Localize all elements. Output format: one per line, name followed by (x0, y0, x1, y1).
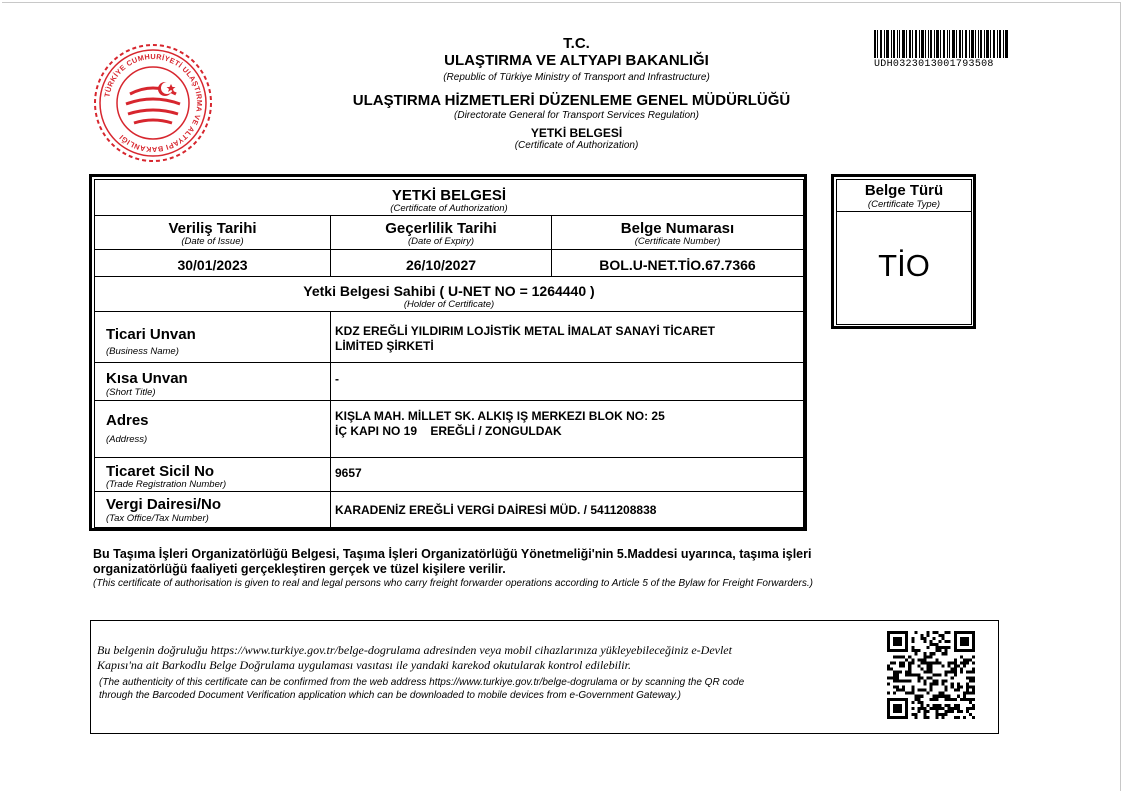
certificate-number-value: BOL.U-NET.TİO.67.7366 (599, 257, 756, 273)
barcode-number: UDH032301300179350​8 (874, 59, 994, 70)
short-title-label: Kısa Unvan (106, 370, 188, 387)
expiry-date-label-en: (Date of Expiry) (408, 236, 474, 247)
header-tc: T.C. (563, 35, 590, 52)
verification-box (90, 620, 999, 734)
verification-en-line2: through the Barcoded Document Verification application which can be downloaded to mobile devices from e-Government Gateway.) (99, 690, 681, 701)
issue-date-label-en: (Date of Issue) (181, 236, 244, 247)
verification-qr-code[interactable] (887, 631, 975, 719)
verification-tr-line1: Bu belgenin doğruluğu https://www.turkiye.gov.tr/belge-dogrulama adresinden veya mobil cihazlarınıza yükleyebileceğiniz e-Devlet (97, 643, 732, 657)
certificate-title: YETKİ BELGESİ (391, 187, 507, 204)
certificate-table (94, 179, 804, 528)
directorate-name-en: (Directorate General for Transport Services Regulation) (454, 110, 699, 121)
trade-registry-label-en: (Trade Registration Number) (106, 479, 227, 490)
certificate-number-label-en: (Certificate Number) (634, 236, 721, 247)
ministry-name: ULAŞTIRMA VE ALTYAPI BAKANLIĞI (444, 52, 709, 69)
directorate-name: ULAŞTIRMA HİZMETLERİ DÜZENLEME GENEL MÜDÜRLÜĞÜ (352, 92, 791, 109)
notice-line2: organizatörlüğü faaliyeti gerçekleştiren gerçek ve tüzel kişilere verilir. (93, 562, 506, 576)
address-value-line1: KIŞLA MAH. MİLLET SK. ALKIŞ IŞ MERKEZI BLOK NO: 25 (335, 409, 665, 423)
trade-registry-value: 9657 (335, 466, 362, 480)
expiry-date-label: Geçerlilik Tarihi (385, 220, 497, 237)
certificate-type-value: TİO (878, 248, 930, 283)
svg-text:TÜRKİYE CUMHURİYETİ ULAŞTIRMA: TÜRKİYE CUMHURİYETİ ULAŞTIRMA VE ALTYAPI BAKANLIĞI (102, 51, 205, 155)
certificate-type-label: Belge Türü (864, 182, 944, 199)
document-title-en: (Certificate of Authorization) (514, 140, 639, 151)
address-label-en: (Address) (106, 434, 148, 445)
certificate-number-label: Belge Numarası (620, 220, 735, 237)
certificate-type-box (836, 179, 972, 325)
notice-en: (This certificate of authorisation is given to real and legal persons who carry freight forwarder operations according to Article 5 of the Bylaw for Freight Forwarders.) (93, 578, 813, 589)
holder-title: Yetki Belgesi Sahibi ( U-NET NO = 1264440 ) (303, 283, 595, 299)
document-title: YETKİ BELGESİ (530, 126, 623, 140)
certificate-title-en: (Certificate of Authorization) (390, 203, 508, 214)
trade-registry-label: Ticaret Sicil No (106, 463, 215, 480)
issue-date-value: 30/01/2023 (177, 257, 248, 273)
short-title-value: - (335, 372, 339, 386)
business-name-value-line1: KDZ EREĞLİ YILDIRIM LOJİSTİK METAL İMALAT SANAYİ TİCARET (335, 324, 716, 338)
address-value-line2: İÇ KAPI NO 19 EREĞLİ / ZONGULDAK (335, 424, 562, 438)
expiry-date-value: 26/10/2027 (405, 257, 477, 273)
business-name-label: Ticari Unvan (106, 326, 196, 343)
verification-tr-line2: Kapısı'na ait Barkodlu Belge Doğrulama uygulaması vasıtası ile yandaki karekod okutularak kontrol edilebilir. (97, 658, 631, 672)
business-name-value-line2: LİMİTED ŞİRKETİ (335, 339, 434, 353)
tax-office-label: Vergi Dairesi/No (106, 496, 222, 513)
verification-en-line1: (The authenticity of this certificate can be confirmed from the web address https://www.turkiye.gov.tr/belge-dogrulama or by scanning the QR code (99, 677, 745, 688)
ministry-name-en: (Republic of Türkiye Ministry of Transport and Infrastructure) (443, 72, 710, 83)
holder-title-en: (Holder of Certificate) (403, 299, 495, 310)
tax-office-label-en: (Tax Office/Tax Number) (106, 513, 209, 524)
certificate-type-label-en: (Certificate Type) (867, 199, 941, 210)
short-title-label-en: (Short Title) (106, 387, 156, 398)
address-label: Adres (106, 412, 149, 429)
barcode (874, 30, 1008, 58)
tax-office-value: KARADENİZ EREĞLİ VERGİ DAİRESİ MÜD. / 5411208838 (335, 503, 657, 517)
issue-date-label: Veriliş Tarihi (168, 220, 257, 237)
business-name-label-en: (Business Name) (106, 346, 179, 357)
notice-line1: Bu Taşıma İşleri Organizatörlüğü Belgesi, Taşıma İşleri Organizatörlüğü Yönetmeliği'nin 5.Maddesi uyarınca, taşıma işleri (93, 547, 812, 561)
